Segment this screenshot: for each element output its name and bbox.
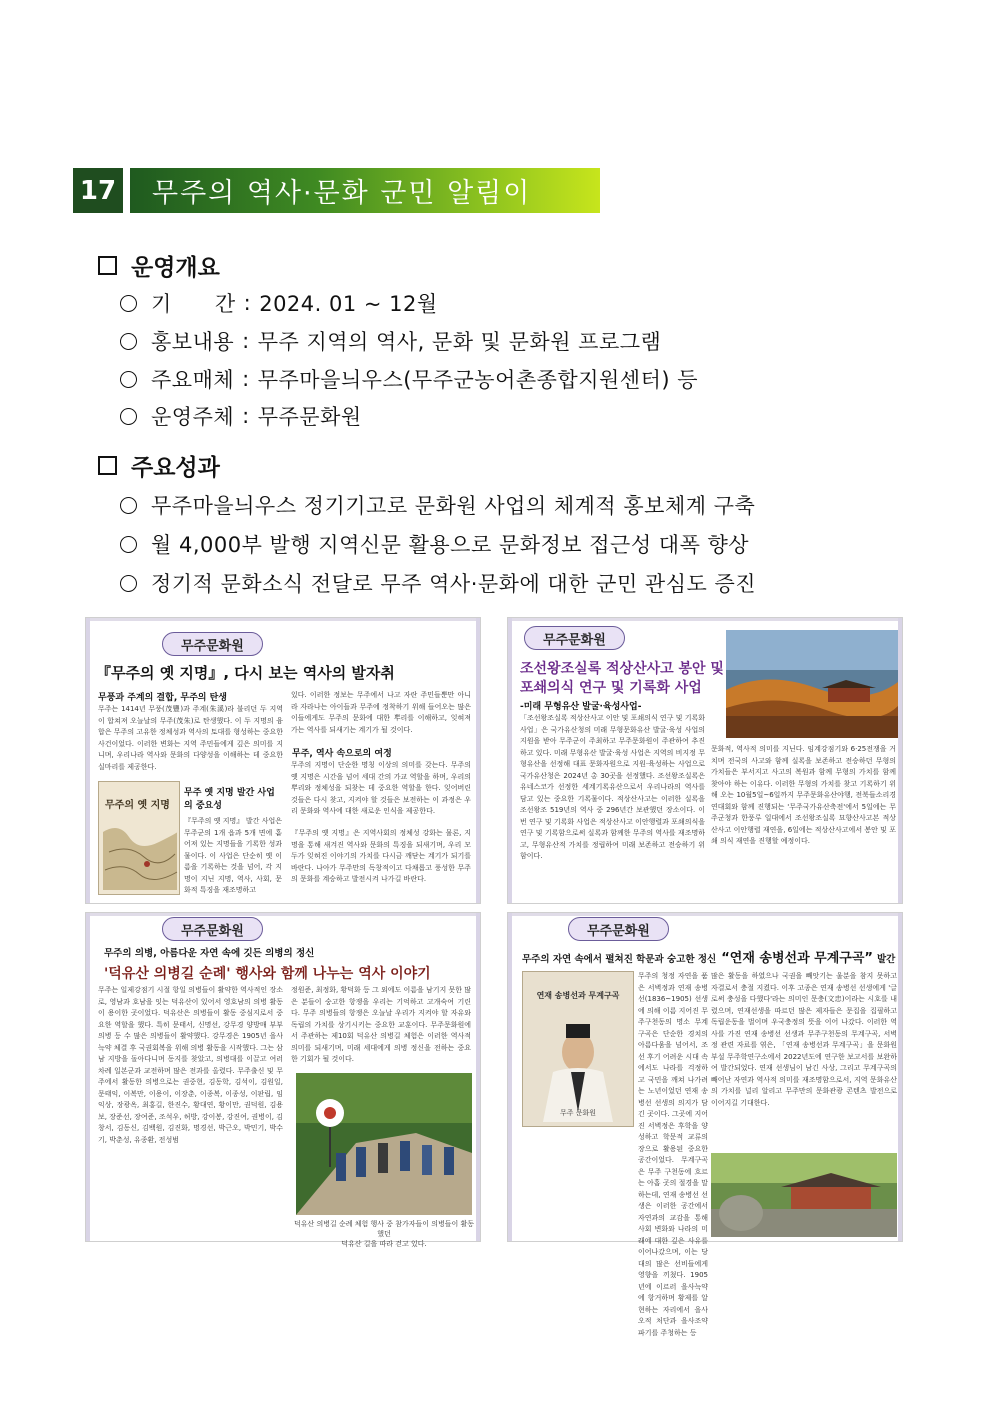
overview-heading: 운영개요 (98, 249, 220, 282)
article-headline: '덕유산 의병길 순례' 행사와 함께 나누는 역사 이야기 (104, 966, 431, 982)
article-headline: “연재 송병선과 무계구곡” (721, 951, 873, 966)
circle-bullet-icon (120, 536, 137, 553)
temple-illustration (726, 630, 898, 738)
checkbox-square-icon (98, 256, 117, 275)
article-headline-tail: 발간 (876, 954, 896, 965)
publisher-badge: 무주문화원 (162, 632, 263, 656)
article-annals-storage (507, 617, 903, 904)
circle-bullet-icon (120, 408, 137, 425)
article-righteous-army (85, 912, 481, 1248)
overview-item-period: 기 간 : 2024. 01 ~ 12월 (120, 288, 438, 318)
article-headline: 포쇄의식 연구 및 기록화 사업 (520, 680, 702, 696)
overview-item-content: 홍보내용 : 무주 지역의 역사, 문화 및 문화원 프로그램 (120, 326, 661, 356)
article-old-place-names (85, 617, 481, 904)
article-headline-row (522, 947, 895, 966)
section-title: 무주의 역사·문화 군민 알림이 (130, 168, 600, 213)
storage-site-photo (726, 630, 898, 738)
article-songbyeongseon (507, 912, 903, 1337)
article-body: 「조선왕조실록 적상산사고 이안 및 포쇄의식 연구 및 기록화 사업」은 국가유산청의 미래 무형문화유산 발굴·육성 사업의 지원을 받아 무주군이 주최하고 무주문화원이 주관하여 추진하고 있다. 미래 무형유산 발굴·육성 사업은 지역의 비지정 무형유산을 선정해 대표 문화자원으로 지원·육성하는 사업으로 국가유산청은 2024년 총 30곳을 선정했다. 조선왕조실록은 유네스코가 선정한 세계기록유산으로서 우리나라의 역사를 담고 있는 중요한 기록물이다. 적상산사고는 이러한 실록을 조선왕조 519년의 역사 중 296년간 보관했던 장소이다. 이번 연구 및 기록화 사업은 적상산사고 이안행렬과 포쇄의식을 연구 및 기록함으로써 실록과 함께한 무주의 역사를 재조명하고, 무형유산적 가치를 정립하여 미래 보존하고 전승하기 위함이다. (520, 714, 705, 860)
article-subheading: 무주 옛 지명 발간 사업의 중요성 (184, 788, 275, 811)
book-title: 무주의 옛 지명 (105, 800, 170, 811)
article-body: 무주는 일제강점기 시절 항일 의병들이 활약한 역사적인 장소로, 영남과 호남을 잇는 덕유산이 있어서 영호남의 의병 활동이 용이한 곳이었다. 덕유산은 의병들이 활동 중심지로서 중요한 역할을 했다. 특히 문태서, 신명선, 강무경 양방매 부부의병 등 수 많은 의병들이 활약했다. 강무경은 1905년 을사늑약 체결 후 국권회복을 위해 의병 활동을 시작했다. 그는 삼남 지방을 돌아다니며 동지를 찾았고, 의병대를 이끌고 여러 차례 일본군과 교전하며 많은 전과를 올렸다. 무주출신 및 무주에서 활동한 의병으로는 권중현, 김동학, 김석이, 김원일, 문태익, 이복만, 이용이, 이장춘, 이종복, 이종성, 이판립, 임익상, 장광옥, 최홍길, 한진수, 황대연, 황이만, 권덕원, 김용보, 장준선, 장여준, 조석우, 허방, 강이봉, 강진여, 권병이, 김창서, 김동신, 김백원, 김진화, 명경선, 박근오, 박민기, 박수기, 박춘성, 유종환, 전성범 (98, 986, 283, 1144)
book-cover-image (98, 781, 180, 895)
article-headline: 『무주의 옛 지명』, 다시 보는 역사의 발자취 (96, 664, 395, 682)
circle-bullet-icon (120, 497, 137, 514)
book-cover-image (522, 971, 634, 1127)
article-subheading: 무풍과 주계의 결합, 무주의 탄생 (98, 693, 227, 703)
seobyeokjeong-photo (711, 1153, 897, 1237)
article-kicker: 무주의 자연 속에서 펼쳐진 학문과 숭고한 정신 (522, 954, 717, 965)
article-body: 있다. 이러한 정보는 무주에서 나고 자란 주민들뿐만 아니라 자라나는 아이들과 무주에 정착하기 위해 들어오는 많은 이들에게도 무주의 문화에 대한 뿌리를 이해하고, 잊혀져 가는 역사를 되새기는 계기가 될 것이다. (291, 691, 471, 734)
article-body: 정원준, 최정화, 황덕화 등 그 외에도 이름을 남기지 못한 많은 분들이 숭고한 항쟁을 우리는 기억하고 고개숙여 기린다. 무주 의병들의 항쟁은 오늘날 우리가 지켜야 할 자유와 독립의 가치를 상기시키는 중요한 교훈이다. 무주문화원에서 주관하는 제10회 덕유산 의병길 체험은 이러한 역사적 의미를 되새기며, 미래 세대에게 의병 정신을 전하는 중요한 기회가 될 것이다. (291, 986, 472, 1063)
pilgrimage-photo (296, 1073, 472, 1215)
article-body: 『무주의 옛 지명』은 지역사회의 정체성 강화는 물론, 지명을 통해 새겨진 역사와 문화의 특징을 되새기며, 우리 모두가 잊혀진 이야기의 가치를 다시금 깨닫는 계기가 되기를 바란다. 나아가 무주만의 독창적이고 다채롭고 풍성한 무주의 문화를 계승하고 발전시켜 나가길 바란다. (291, 829, 471, 883)
article-headline: 조선왕조실록 적상산사고 봉안 및 (520, 661, 724, 677)
article-body: 무주의 지명이 단순한 명칭 이상의 의미를 갖는다. 무주의 옛 지명은 시간을 넘어 세대 간의 가교 역할을 하며, 우리의 뿌리와 정체성을 되찾는 데 중요한 역할을 한다. 잊어버린 것들은 다시 찾고, 지켜야 할 것들은 보전하는 이 과정은 우리 문화와 역사에 대한 새로운 인식을 제공한다. (291, 761, 471, 815)
article-body: 『무주의 옛 지명』 발간 사업은 무주군의 1개 읍과 5개 면에 흩어져 있는 지명들을 기록한 성과물이다. 이 사업은 단순히 옛 이름을 기록하는 것을 넘어, 각 지명이 지닌 지명, 역사, 사회, 문화적 특징을 재조명하고 (184, 817, 282, 894)
overview-item-media: 주요매체 : 무주마을늬우스(무주군농어촌종합지원센터) 등 (120, 364, 698, 394)
article-kicker: 무주의 의병, 아름다운 자연 속에 깃든 의병의 정신 (104, 948, 315, 959)
article-subheading: -미래 무형유산 발굴·육성사업- (520, 702, 642, 712)
result-item: 월 4,000부 발행 지역신문 활용으로 문화정보 접근성 대폭 향상 (120, 529, 749, 559)
overview-item-organizer: 운영주체 : 무주문화원 (120, 401, 362, 431)
section-number: 17 (73, 168, 123, 213)
publisher-badge: 무주문화원 (162, 917, 263, 941)
publisher-badge: 무주문화원 (524, 626, 625, 650)
article-body: 많은 활동을 하였으나 국권을 빼앗기는 울분을 참지 못하고 자결로서 충절 지켰다. 이후 고종은 연재 송병선 선생에게 '글로써 충성을 다했다'라는 의미인 문충(文忠)이라는 시호를 내렸으며, 연재선생을 따르던 많은 제자들은 문집을 집필하고 독립운동을 벌이며 우국충정의 뜻을 이어 나갔다. 이러한 역사를 가진 연재 송병선 선생과 무주구천동의 무계구곡, 서벽정 관련 자료를 엮은, 「연재 송병선과 무계구곡」을 문화원 부설 무주학연구소에서 2022년도에 연구한 보고서를 보완하여 발간되었다. 연재 선생님이 남긴 사상, 그리고 무계구곡의 빼어난 자연과 역사적 의미를 재조명함으로서, 지역 문화유산의 가치를 널리 알리고 무주만의 문화관광 콘텐츠 발전으로 이어지길 기대한다. (711, 972, 897, 1107)
checkbox-square-icon (98, 456, 117, 475)
book-publisher: 무주 문화원 (559, 1109, 597, 1117)
result-item: 정기적 문화소식 전달로 무주 역사·문화에 대한 군민 관심도 증진 (120, 568, 756, 598)
hikers-illustration (296, 1073, 472, 1215)
circle-bullet-icon (120, 295, 137, 312)
results-heading: 주요성과 (98, 449, 220, 482)
map-illustration (99, 782, 179, 894)
publisher-badge: 무주문화원 (568, 917, 669, 941)
circle-bullet-icon (120, 371, 137, 388)
result-item: 무주마을늬우스 정기기고로 문화원 사업의 체계적 홍보체계 구축 (120, 490, 755, 520)
pavilion-illustration (711, 1153, 897, 1237)
portrait-illustration (523, 972, 633, 1126)
article-body: 문화적, 역사적 의미를 지닌다. 임계강점기와 6·25전쟁을 거치며 전국의 사고와 함께 실록을 보존하고 전승하던 무형의 가치들은 부서지고 사고의 복원과 함께 무형의 가치를 함께 찾아야 하는 이유다. 이러한 무형의 가치를 찾고 기록하기 위해 오는 10월5일~6일까지 무주문화유산야행, 전북들소리경연대회와 함께 진행되는 '무주국가유산축전'에서 5일에는 무주군청과 한풍루 일대에서 조선왕조실록 묘향산사고본 적상산사고 이안행렬 재연을, 6일에는 적상산사고에서 봉안 및 포쇄 의식 재연을 진행할 예정이다. (711, 745, 896, 845)
article-body: 무주는 1414년 무풍(茂豐)과 주계(朱溪)라 불리던 두 지역이 합쳐져 오늘날의 무주(茂朱)로 탄생했다. 이 두 지명의 융합은 무주의 고유한 정체성과 역사의 토대를 형성하는 중요한 사건이었다. 이러한 변화는 지역 주민들에게 깊은 의미를 지니며, 우리나라 역사와 문화의 다양성을 이해하는 데 중요한 실마리를 제공한다. (98, 705, 283, 771)
photo-caption: 덕유산 의병길 순례 체험 행사 중 참가자들이 의병들이 활동했던 덕유산 길을 따라 걷고 있다. (293, 1220, 475, 1248)
article-body: 무주의 청정 자연을 품은 서벽정과 연재 송병선(1836~1905) 선생에 의해 이름 지어진 무주구천동의 명소 무계구곡은 단순한 경치의 아름다움을 넘어서, 조선 후기 어려운 시대 속에서도 나라를 걱정하고 국민을 깨쳐 나가려는 노년이었던 연재 송병선 선생의 의지가 담긴 곳이다. 그곳에 지어진 서벽정은 후학을 양성하고 학문적 교류의 장으로 활용된 중요한 공간이었다. 무계구곡은 무주 구천동에 흐르는 아홉 곳의 절경을 말하는데, 연재 송병선 선생은 이러한 공간에서 자연과의 교감을 통해 사회 변화와 나라의 미래에 대한 깊은 사유를 이어나갔으며, 이는 당대의 많은 선비들에게 영향을 끼쳤다. 1905년에 이르러 을사늑약에 항거하며 황제를 알현하는 자리에서 을사오적 처단과 을사조약 파기를 주청하는 등 (638, 972, 708, 1337)
article-subheading: 무주, 역사 속으로의 여정 (292, 749, 392, 759)
circle-bullet-icon (120, 575, 137, 592)
circle-bullet-icon (120, 333, 137, 350)
book-title: 연재 송병선과 무계구곡 (536, 991, 620, 1000)
